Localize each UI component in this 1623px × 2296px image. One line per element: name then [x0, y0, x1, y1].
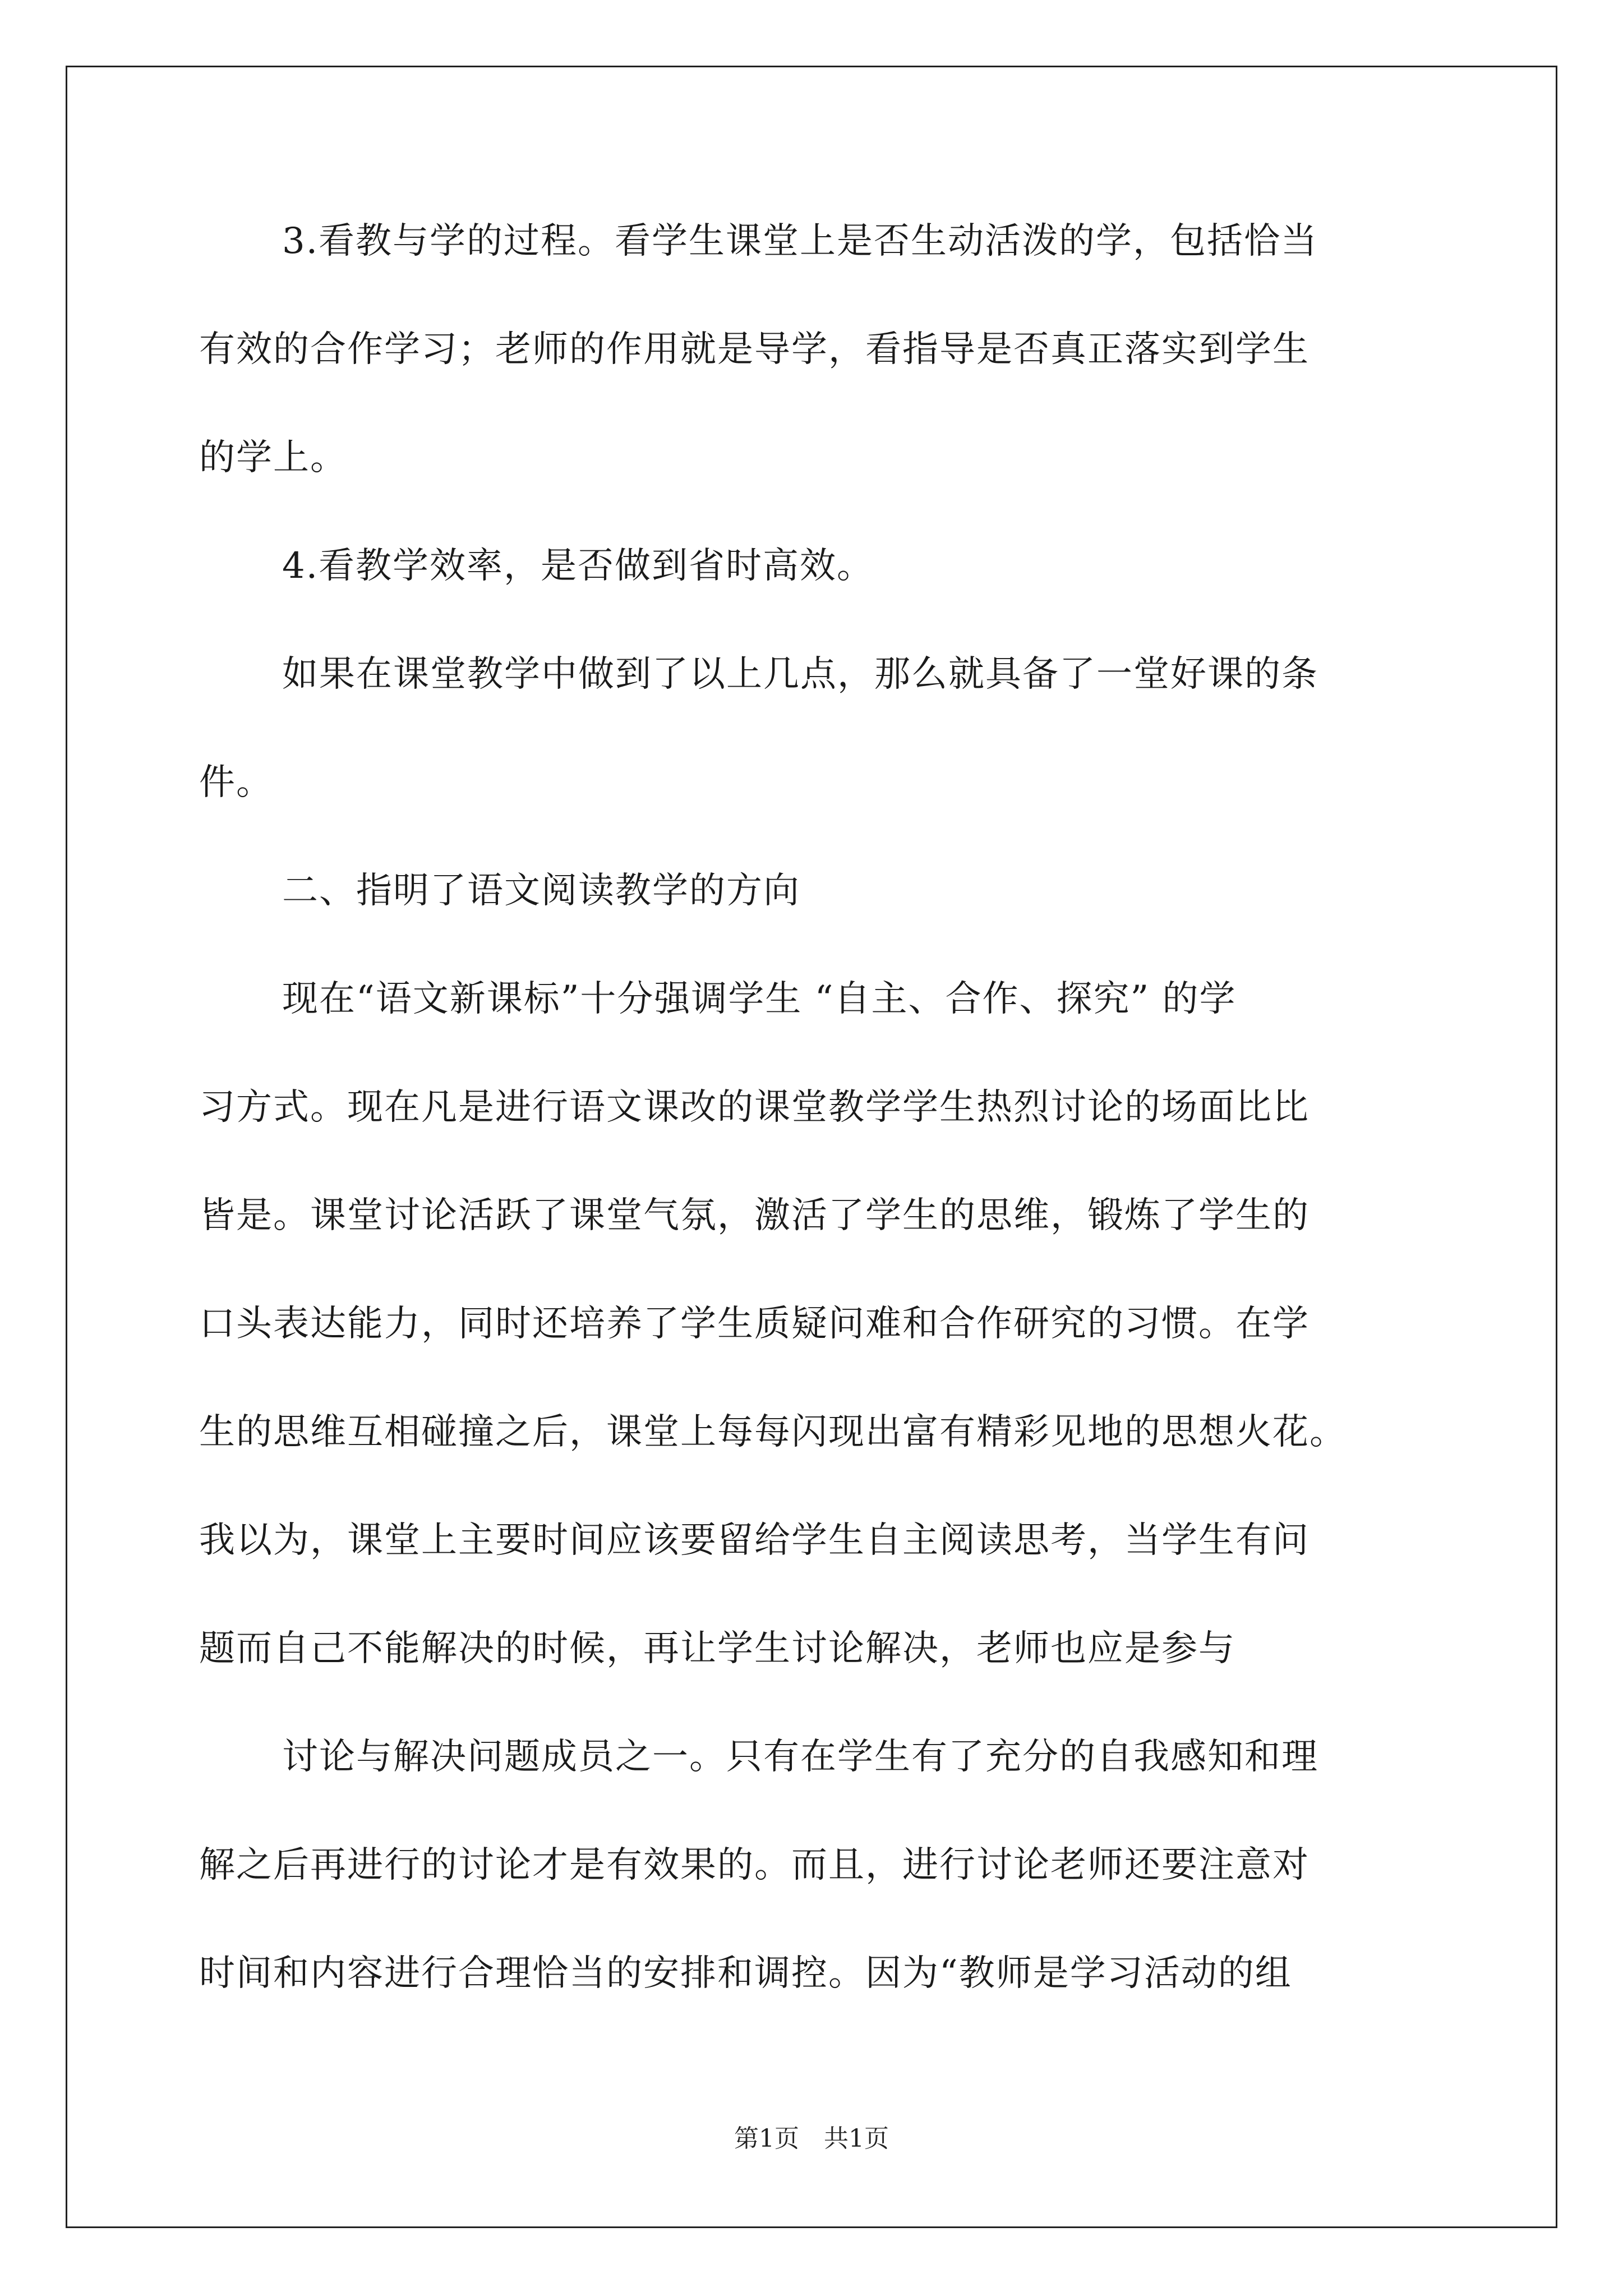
text-line: 3.看教与学的过程。看学生课堂上是否生动活泼的学，包括恰当	[282, 220, 1318, 262]
text-line: 件。	[199, 762, 273, 803]
text-line: 现在“语文新课标”十分强调学生 “自主、合作、探究” 的学	[282, 978, 1237, 1020]
page-border	[66, 66, 1557, 2228]
page-number-footer: 第1页 共1页	[734, 2124, 889, 2153]
text-line: 解之后再进行的讨论才是有效果的。而且，进行讨论老师还要注意对	[199, 1844, 1310, 1886]
text-line: 生的思维互相碰撞之后，课堂上每每闪现出富有精彩见地的思想火花。	[199, 1411, 1347, 1453]
section-heading: 二、指明了语文阅读教学的方向	[282, 870, 800, 912]
text-line: 有效的合作学习；老师的作用就是导学，看指导是否真正落实到学生	[199, 329, 1310, 370]
text-line: 习方式。现在凡是进行语文课改的课堂教学学生热烈讨论的场面比比	[199, 1087, 1310, 1128]
text-line: 我以为，课堂上主要时间应该要留给学生自主阅读思考，当学生有问	[199, 1520, 1310, 1561]
text-line: 的学上。	[199, 437, 347, 478]
text-line: 题而自己不能解决的时候，再让学生讨论解决，老师也应是参与	[199, 1628, 1235, 1669]
text-line: 讨论与解决问题成员之一。只有在学生有了充分的自我感知和理	[282, 1736, 1318, 1778]
text-line: 时间和内容进行合理恰当的安排和调控。因为“教师是学习活动的组	[199, 1953, 1292, 1994]
text-line: 如果在课堂教学中做到了以上几点，那么就具备了一堂好课的条	[282, 654, 1318, 695]
text-line: 口头表达能力，同时还培养了学生质疑问难和合作研究的习惯。在学	[199, 1303, 1310, 1345]
text-line: 皆是。课堂讨论活跃了课堂气氛，激活了学生的思维，锻炼了学生的	[199, 1195, 1310, 1236]
text-line: 4.看教学效率，是否做到省时高效。	[282, 545, 874, 587]
